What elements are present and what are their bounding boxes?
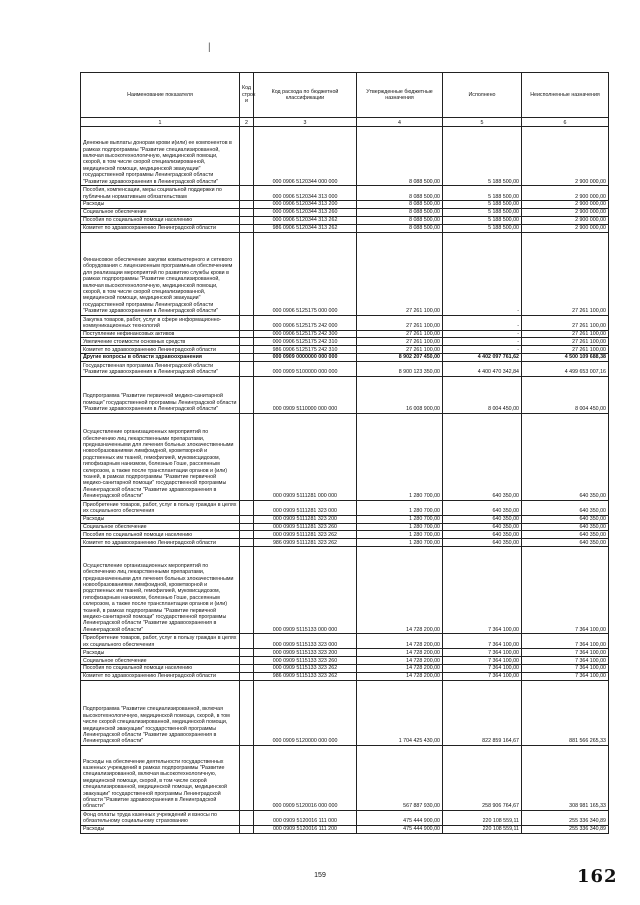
unexecuted-value: 27 261 100,00 xyxy=(522,330,609,338)
budget-code: 000 0909 5110000 000 000 xyxy=(254,376,357,413)
executed-value: 220 108 559,11 xyxy=(443,810,522,825)
executed-value: - xyxy=(443,338,522,346)
table-body xyxy=(81,127,609,834)
table-row xyxy=(81,413,609,500)
unexecuted-value: 27 261 100,00 xyxy=(522,232,609,315)
row-name: Пособия по социальной помощи населению xyxy=(81,664,240,672)
unexecuted-value: 7 364 100,00 xyxy=(522,649,609,657)
executed-value: 4 402 097 761,62 xyxy=(443,354,522,361)
approved-value: 14 728 200,00 xyxy=(357,672,443,680)
table-row xyxy=(81,208,609,216)
approved-value: 1 280 700,00 xyxy=(357,539,443,547)
unexecuted-value: 308 981 165,33 xyxy=(522,745,609,810)
executed-value: 640 350,00 xyxy=(443,539,522,547)
table-row xyxy=(81,825,609,833)
unexecuted-value: 2 900 000,00 xyxy=(522,186,609,201)
executed-value: - xyxy=(443,346,522,354)
row-code-cell xyxy=(240,745,254,810)
budget-execution-table xyxy=(80,72,609,834)
row-code-cell xyxy=(240,186,254,201)
budget-code: 000 0909 5100000 000 000 xyxy=(254,361,357,376)
executed-value: - xyxy=(443,315,522,330)
table-row xyxy=(81,672,609,680)
approved-value: 8 088 500,00 xyxy=(357,186,443,201)
approved-value: 475 444 900,00 xyxy=(357,810,443,825)
executed-value: - xyxy=(443,232,522,315)
row-name: Пособия по социальной помощи населению xyxy=(81,216,240,224)
row-name: Социальное обеспечение xyxy=(81,523,240,531)
budget-code: 000 0906 5125175 242 310 xyxy=(254,338,357,346)
approved-value: 8 088 500,00 xyxy=(357,208,443,216)
row-name: Комитет по здравоохранению Ленинградской области xyxy=(81,539,240,547)
table-row xyxy=(81,216,609,224)
executed-value: 220 108 559,11 xyxy=(443,825,522,833)
row-name: Государственная программа Ленинградской области "Развитие здравоохранения в Ленинградской области" xyxy=(81,361,240,376)
table-row xyxy=(81,547,609,634)
table-row xyxy=(81,224,609,232)
row-code-cell xyxy=(240,232,254,315)
executed-value: 640 350,00 xyxy=(443,531,522,539)
row-name: Осуществление организационных мероприятий по обеспечению лиц лекарственными препаратами, предназначенными для лечения больных злокачественными новообразованиями лимфоидной, кроветворной и родственных им тканей, гемофилией, муковисцидозом, гипофизарным нанизмом, болезнью Гоше, рассеянным склерозом, а также после трансплантации органов и (или) тканей, в рамках подпрограммы "Развитие первичной медико-санитарной помощи" государственной программы Ленинградской области "Развитие здравоохранения в Ленинградской области" xyxy=(81,413,240,500)
budget-code: 000 0909 5111281 323 000 xyxy=(254,500,357,515)
row-name: Пособия по социальной помощи населению xyxy=(81,531,240,539)
row-code-cell xyxy=(240,672,254,680)
budget-code: 000 0906 5120344 313 200 xyxy=(254,201,357,209)
executed-value: 7 364 100,00 xyxy=(443,664,522,672)
approved-value: 14 728 200,00 xyxy=(357,649,443,657)
approved-value: 14 728 200,00 xyxy=(357,634,443,649)
executed-value: 5 188 500,00 xyxy=(443,216,522,224)
unexecuted-value: 640 350,00 xyxy=(522,523,609,531)
approved-value: 8 088 500,00 xyxy=(357,216,443,224)
budget-code: 000 0906 5120344 000 000 xyxy=(254,127,357,186)
budget-code: 000 0909 5111281 323 200 xyxy=(254,515,357,523)
unexecuted-value: 640 350,00 xyxy=(522,500,609,515)
table-row xyxy=(81,330,609,338)
table-row xyxy=(81,523,609,531)
table-row xyxy=(81,634,609,649)
budget-code: 000 0909 5111281 000 000 xyxy=(254,413,357,500)
unexecuted-value: 255 336 340,89 xyxy=(522,825,609,833)
budget-code: 000 0906 5125175 242 300 xyxy=(254,330,357,338)
table-row xyxy=(81,531,609,539)
unexecuted-value: 8 004 450,00 xyxy=(522,376,609,413)
executed-value: 7 364 100,00 xyxy=(443,657,522,665)
approved-value: 27 261 100,00 xyxy=(357,315,443,330)
table-row xyxy=(81,657,609,665)
approved-value: 27 261 100,00 xyxy=(357,338,443,346)
row-name: Финансовое обеспечение закупки компьютерного и сетевого оборудования с лицензионным программным обеспечением для реализации мероприятий по развитию службы крови в рамках подпрограммы "Развитие специализированной, включая высокотехнологичную, медицинской помощи, скорой, в том числе скорой специализированной, медицинской помощи, медицинской эвакуации" государственной программы Ленинградской области "Развитие здравоохранения в Ленинградской области" xyxy=(81,232,240,315)
budget-code: 000 0909 5120016 111 000 xyxy=(254,810,357,825)
unexecuted-value: 640 350,00 xyxy=(522,539,609,547)
unexecuted-value: 27 261 100,00 xyxy=(522,338,609,346)
approved-value: 8 088 500,00 xyxy=(357,201,443,209)
row-code-cell xyxy=(240,330,254,338)
unexecuted-value: 7 364 100,00 xyxy=(522,634,609,649)
budget-code: 000 0909 5120016 000 000 xyxy=(254,745,357,810)
row-code-cell xyxy=(240,649,254,657)
row-name: Расходы xyxy=(81,649,240,657)
unexecuted-value: 7 364 100,00 xyxy=(522,664,609,672)
page-number: 159 xyxy=(314,872,326,879)
column-number: 5 xyxy=(443,118,522,127)
row-name: Подпрограмма "Развитие специализированной, включая высокотехнологичную, медицинской помощи, скорой, в том числе скорой специализированной, медицинской помощи, медицинской эвакуации" государственной программы Ленинградской области "Развитие здравоохранения в Ленинградской области" xyxy=(81,680,240,745)
executed-value: 5 188 500,00 xyxy=(443,127,522,186)
unexecuted-value: 640 350,00 xyxy=(522,515,609,523)
row-name: Приобретение товаров, работ, услуг в пользу граждан в целях их социального обеспечения xyxy=(81,500,240,515)
approved-value: 8 900 123 350,00 xyxy=(357,361,443,376)
row-code-cell xyxy=(240,531,254,539)
executed-value: 7 364 100,00 xyxy=(443,672,522,680)
executed-value: 5 188 500,00 xyxy=(443,208,522,216)
row-code-cell xyxy=(240,224,254,232)
column-number: 1 xyxy=(81,118,240,127)
row-name: Комитет по здравоохранению Ленинградской области xyxy=(81,346,240,354)
approved-value: 1 280 700,00 xyxy=(357,413,443,500)
table-row xyxy=(81,515,609,523)
approved-value: 8 088 500,00 xyxy=(357,127,443,186)
budget-code: 000 0909 0000000 000 000 xyxy=(254,354,357,361)
table-row xyxy=(81,315,609,330)
approved-value: 14 728 200,00 xyxy=(357,657,443,665)
executed-value: 8 004 450,00 xyxy=(443,376,522,413)
header-executed: Исполнено xyxy=(443,73,522,118)
approved-value: 1 280 700,00 xyxy=(357,523,443,531)
table-row xyxy=(81,361,609,376)
approved-value: 1 280 700,00 xyxy=(357,500,443,515)
row-name: Подпрограмма "Развитие первичной медико-санитарной помощи" государственной программы Ленинградской области "Развитие здравоохранения в Ленинградской области" xyxy=(81,376,240,413)
unexecuted-value: 640 350,00 xyxy=(522,413,609,500)
row-code-cell xyxy=(240,346,254,354)
row-name: Расходы xyxy=(81,201,240,209)
table-row xyxy=(81,680,609,745)
executed-value: 7 364 100,00 xyxy=(443,649,522,657)
stamp-number: 162 xyxy=(577,866,618,887)
header-name: Наименование показателя xyxy=(81,73,240,118)
row-code-cell xyxy=(240,315,254,330)
approved-value: 14 728 200,00 xyxy=(357,547,443,634)
row-name: Пособия, компенсации, меры социальной поддержки по публичным нормативным обязательствам xyxy=(81,186,240,201)
approved-value: 475 444 900,00 xyxy=(357,825,443,833)
executed-value: 258 906 764,67 xyxy=(443,745,522,810)
executed-value: 7 364 100,00 xyxy=(443,547,522,634)
table-row xyxy=(81,745,609,810)
executed-value: 640 350,00 xyxy=(443,515,522,523)
unexecuted-value: 2 900 000,00 xyxy=(522,201,609,209)
row-name: Приобретение товаров, работ, услуг в пользу граждан в целях их социального обеспечения xyxy=(81,634,240,649)
unexecuted-value: 2 900 000,00 xyxy=(522,216,609,224)
unexecuted-value: 2 900 000,00 xyxy=(522,127,609,186)
table-header-row xyxy=(81,73,609,118)
header-budget-code: Код расхода по бюджетной классификации xyxy=(254,73,357,118)
table-row xyxy=(81,810,609,825)
budget-code: 000 0909 5115133 323 260 xyxy=(254,657,357,665)
unexecuted-value: 4 500 109 688,38 xyxy=(522,354,609,361)
approved-value: 1 280 700,00 xyxy=(357,515,443,523)
row-name: Осуществление организационных мероприятий по обеспечению лиц лекарственными препаратами, предназначенными для лечения больных злокачественными новообразованиями лимфоидной, кроветворной и родственных им тканей, гемофилией, муковисцидозом, гипофизарным нанизмом, болезнью Гоше, рассеянным склерозом, а также после трансплантации органов и (или) тканей, в рамках подпрограммы "Развитие первичной медико-санитарной помощи" государственной программы Ленинградской области "Развитие здравоохранения в Ленинградской области" xyxy=(81,547,240,634)
unexecuted-value: 4 499 653 007,16 xyxy=(522,361,609,376)
budget-code: 000 0909 5111281 323 260 xyxy=(254,523,357,531)
executed-value: 640 350,00 xyxy=(443,413,522,500)
table-row xyxy=(81,500,609,515)
budget-code: 000 0909 5111281 323 262 xyxy=(254,531,357,539)
budget-code: 000 0909 5115133 323 200 xyxy=(254,649,357,657)
executed-value: 640 350,00 xyxy=(443,500,522,515)
row-code-cell xyxy=(240,547,254,634)
unexecuted-value: 27 261 100,00 xyxy=(522,315,609,330)
approved-value: 27 261 100,00 xyxy=(357,232,443,315)
scan-mark: | xyxy=(208,42,211,53)
row-name: Расходы xyxy=(81,825,240,833)
row-name: Денежные выплаты донорам крови и(или) ее компонентов в рамках подпрограммы "Развитие специализированной, включая высокотехнологичную, медицинской помощи, скорой, в том числе скорой специализированной, медицинской помощи, медицинской эвакуации" государственной программы Ленинградской области "Развитие здравоохранения в Ленинградской области" xyxy=(81,127,240,186)
unexecuted-value: 7 364 100,00 xyxy=(522,672,609,680)
unexecuted-value: 2 900 000,00 xyxy=(522,208,609,216)
row-code-cell xyxy=(240,810,254,825)
row-code-cell xyxy=(240,500,254,515)
table-row xyxy=(81,539,609,547)
approved-value: 14 728 200,00 xyxy=(357,664,443,672)
column-number: 6 xyxy=(522,118,609,127)
executed-value: 640 350,00 xyxy=(443,523,522,531)
unexecuted-value: 7 364 100,00 xyxy=(522,657,609,665)
row-name: Увеличение стоимости основных средств xyxy=(81,338,240,346)
row-code-cell xyxy=(240,657,254,665)
column-number: 4 xyxy=(357,118,443,127)
approved-value: 8 088 500,00 xyxy=(357,224,443,232)
table-row xyxy=(81,201,609,209)
header-row-code: Код строк и xyxy=(240,73,254,118)
row-code-cell xyxy=(240,354,254,361)
budget-code: 000 0906 5120344 313 260 xyxy=(254,208,357,216)
header-approved: Утвержденные бюджетные назначения xyxy=(357,73,443,118)
executed-value: 7 364 100,00 xyxy=(443,634,522,649)
row-code-cell xyxy=(240,338,254,346)
row-code-cell xyxy=(240,664,254,672)
row-code-cell xyxy=(240,376,254,413)
budget-code: 000 0909 5115133 323 262 xyxy=(254,664,357,672)
budget-code: 000 0909 5115133 000 000 xyxy=(254,547,357,634)
unexecuted-value: 27 261 100,00 xyxy=(522,346,609,354)
unexecuted-value: 640 350,00 xyxy=(522,531,609,539)
approved-value: 27 261 100,00 xyxy=(357,346,443,354)
table-row xyxy=(81,664,609,672)
approved-value: 27 261 100,00 xyxy=(357,330,443,338)
row-code-cell xyxy=(240,208,254,216)
row-name: Социальное обеспечение xyxy=(81,657,240,665)
unexecuted-value: 255 336 340,89 xyxy=(522,810,609,825)
unexecuted-value: 7 364 100,00 xyxy=(522,547,609,634)
row-name: Расходы xyxy=(81,515,240,523)
row-name: Другие вопросы в области здравоохранения xyxy=(81,354,240,361)
executed-value: - xyxy=(443,330,522,338)
table-row xyxy=(81,354,609,361)
budget-code: 000 0909 5120000 000 000 xyxy=(254,680,357,745)
approved-value: 16 008 900,00 xyxy=(357,376,443,413)
row-code-cell xyxy=(240,361,254,376)
row-code-cell xyxy=(240,127,254,186)
row-name: Комитет по здравоохранению Ленинградской области xyxy=(81,672,240,680)
budget-code: 000 0909 5120016 111 200 xyxy=(254,825,357,833)
row-name: Поступление нефинансовых активов xyxy=(81,330,240,338)
row-code-cell xyxy=(240,413,254,500)
column-number: 3 xyxy=(254,118,357,127)
budget-code: 000 0906 5120344 313 262 xyxy=(254,216,357,224)
unexecuted-value: 881 566 265,33 xyxy=(522,680,609,745)
executed-value: 5 188 500,00 xyxy=(443,201,522,209)
unexecuted-value: 2 900 000,00 xyxy=(522,224,609,232)
row-code-cell xyxy=(240,515,254,523)
executed-value: 4 400 470 342,84 xyxy=(443,361,522,376)
table-row xyxy=(81,649,609,657)
table-row xyxy=(81,338,609,346)
table-row xyxy=(81,232,609,315)
executed-value: 5 188 500,00 xyxy=(443,186,522,201)
budget-code: 000 0906 5120344 313 000 xyxy=(254,186,357,201)
row-name: Социальное обеспечение xyxy=(81,208,240,216)
budget-code: 986 0906 5120344 313 262 xyxy=(254,224,357,232)
row-code-cell xyxy=(240,825,254,833)
column-number: 2 xyxy=(240,118,254,127)
table-row xyxy=(81,127,609,186)
approved-value: 8 902 207 450,00 xyxy=(357,354,443,361)
row-code-cell xyxy=(240,201,254,209)
row-name: Комитет по здравоохранению Ленинградской области xyxy=(81,224,240,232)
approved-value: 567 887 930,00 xyxy=(357,745,443,810)
budget-code: 986 0906 5125175 242 310 xyxy=(254,346,357,354)
row-name: Закупка товаров, работ, услуг в сфере информационно-коммуникационных технологий xyxy=(81,315,240,330)
approved-value: 1 704 425 430,00 xyxy=(357,680,443,745)
row-name: Фонд оплаты труда казенных учреждений и взносы по обязательному социальному страхованию xyxy=(81,810,240,825)
budget-code: 000 0906 5125175 000 000 xyxy=(254,232,357,315)
row-code-cell xyxy=(240,634,254,649)
table-row xyxy=(81,376,609,413)
table-row xyxy=(81,186,609,201)
header-unexecuted: Неисполненные назначения xyxy=(522,73,609,118)
budget-code: 000 0909 5115133 323 000 xyxy=(254,634,357,649)
executed-value: 5 188 500,00 xyxy=(443,224,522,232)
budget-code: 000 0906 5125175 242 000 xyxy=(254,315,357,330)
budget-code: 986 0909 5111281 323 262 xyxy=(254,539,357,547)
executed-value: 822 859 164,67 xyxy=(443,680,522,745)
budget-code: 986 0909 5115133 323 262 xyxy=(254,672,357,680)
row-name: Расходы на обеспечение деятельности государственных казенных учреждений в рамках подпрограммы "Развитие специализированной, включая высокотехнологичную, медицинской помощи, скорой, в том числе скорой специализированной, медицинской помощи, медицинской эвакуации" государственной программы Ленинградской области "Развитие здравоохранения в Ленинградской области" xyxy=(81,745,240,810)
approved-value: 1 280 700,00 xyxy=(357,531,443,539)
row-code-cell xyxy=(240,523,254,531)
row-code-cell xyxy=(240,680,254,745)
column-number-row xyxy=(81,118,609,127)
row-code-cell xyxy=(240,539,254,547)
row-code-cell xyxy=(240,216,254,224)
table-row xyxy=(81,346,609,354)
